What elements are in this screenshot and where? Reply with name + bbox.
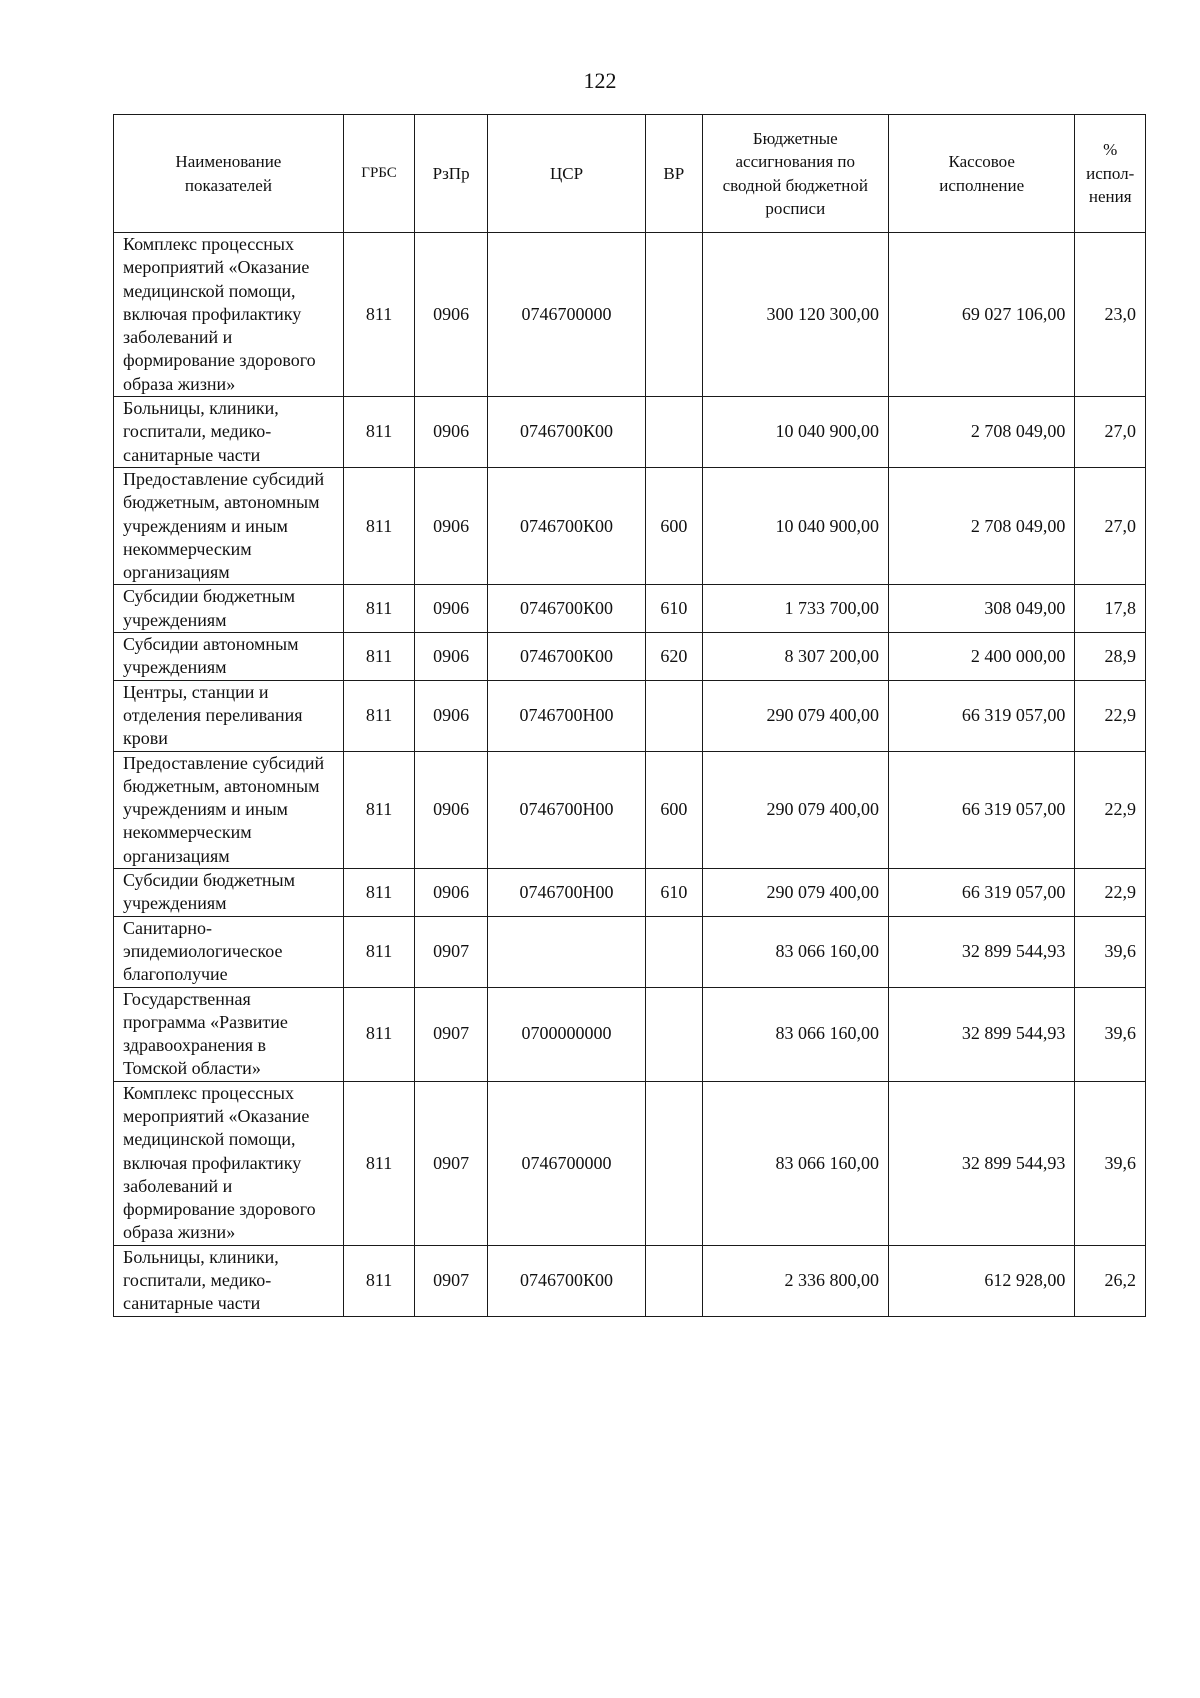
cell-cash: 2 708 049,00 <box>888 467 1074 584</box>
cell-grbs: 811 <box>343 987 415 1081</box>
cell-assignments: 10 040 900,00 <box>702 397 888 468</box>
table-row <box>114 397 1146 468</box>
cell-assignments: 290 079 400,00 <box>702 869 888 917</box>
budget-execution-table <box>113 114 1146 1317</box>
cell-percent: 22,9 <box>1075 680 1146 751</box>
cell-percent: 22,9 <box>1075 869 1146 917</box>
table-row <box>114 1081 1146 1245</box>
cell-percent: 39,6 <box>1075 1081 1146 1245</box>
cell-grbs: 811 <box>343 869 415 917</box>
cell-name: Субсидии автономным учреждениям <box>114 633 344 681</box>
column-header-vr: ВР <box>646 115 702 233</box>
table-row <box>114 633 1146 681</box>
cell-name: Комплекс процессных мероприятий «Оказание медицинской помощи, включая профилактику заболеваний и формирование здорового образа жизни» <box>114 1081 344 1245</box>
table-row <box>114 987 1146 1081</box>
cell-cash: 32 899 544,93 <box>888 916 1074 987</box>
cell-assignments: 83 066 160,00 <box>702 916 888 987</box>
cell-rzpr: 0907 <box>415 1245 488 1316</box>
cell-assignments: 8 307 200,00 <box>702 633 888 681</box>
cell-csr <box>487 916 645 987</box>
table-row <box>114 916 1146 987</box>
cell-assignments: 300 120 300,00 <box>702 233 888 397</box>
cell-name: Субсидии бюджетным учреждениям <box>114 869 344 917</box>
cell-csr: 0746700Н00 <box>487 869 645 917</box>
cell-rzpr: 0906 <box>415 751 488 868</box>
cell-vr: 600 <box>646 467 702 584</box>
cell-csr: 0746700Н00 <box>487 680 645 751</box>
cell-assignments: 10 040 900,00 <box>702 467 888 584</box>
cell-grbs: 811 <box>343 233 415 397</box>
cell-grbs: 811 <box>343 467 415 584</box>
cell-name: Больницы, клиники, госпитали, медико-санитарные части <box>114 397 344 468</box>
cell-assignments: 290 079 400,00 <box>702 751 888 868</box>
column-header-percent <box>1075 115 1146 233</box>
cell-grbs: 811 <box>343 397 415 468</box>
cell-csr: 0746700Н00 <box>487 751 645 868</box>
cell-name: Предоставление субсидий бюджетным, автономным учреждениям и иным некоммерческим организациям <box>114 751 344 868</box>
cell-vr: 610 <box>646 585 702 633</box>
cell-cash: 69 027 106,00 <box>888 233 1074 397</box>
cell-assignments: 83 066 160,00 <box>702 1081 888 1245</box>
cell-grbs: 811 <box>343 633 415 681</box>
cell-vr <box>646 397 702 468</box>
cell-percent: 27,0 <box>1075 397 1146 468</box>
cell-csr: 0746700К00 <box>487 633 645 681</box>
cell-vr <box>646 987 702 1081</box>
cell-csr: 0700000000 <box>487 987 645 1081</box>
table-row <box>114 467 1146 584</box>
cell-csr: 0746700К00 <box>487 585 645 633</box>
cell-cash: 32 899 544,93 <box>888 1081 1074 1245</box>
cell-cash: 612 928,00 <box>888 1245 1074 1316</box>
cell-vr: 600 <box>646 751 702 868</box>
cell-percent: 22,9 <box>1075 751 1146 868</box>
cell-name: Санитарно-эпидемиологическое благополучие <box>114 916 344 987</box>
cell-vr: 620 <box>646 633 702 681</box>
cell-rzpr: 0906 <box>415 680 488 751</box>
column-header-rzpr: РзПр <box>415 115 488 233</box>
cell-rzpr: 0907 <box>415 1081 488 1245</box>
cell-cash: 66 319 057,00 <box>888 869 1074 917</box>
cell-assignments: 1 733 700,00 <box>702 585 888 633</box>
cell-rzpr: 0906 <box>415 397 488 468</box>
cell-vr <box>646 233 702 397</box>
cell-assignments: 290 079 400,00 <box>702 680 888 751</box>
column-header-assignments: Бюджетные ассигнования по сводной бюджетной росписи <box>702 115 888 233</box>
cell-percent: 23,0 <box>1075 233 1146 397</box>
column-header-grbs: ГРБС <box>343 115 415 233</box>
cell-percent: 17,8 <box>1075 585 1146 633</box>
cell-assignments: 83 066 160,00 <box>702 987 888 1081</box>
cell-cash: 2 400 000,00 <box>888 633 1074 681</box>
cell-rzpr: 0906 <box>415 869 488 917</box>
table-row <box>114 869 1146 917</box>
cell-csr: 0746700К00 <box>487 397 645 468</box>
cell-percent: 26,2 <box>1075 1245 1146 1316</box>
percent-symbol: % <box>1103 140 1118 160</box>
cell-csr: 0746700000 <box>487 1081 645 1245</box>
cell-vr <box>646 680 702 751</box>
table-row <box>114 680 1146 751</box>
cell-name: Больницы, клиники, госпитали, медико-санитарные части <box>114 1245 344 1316</box>
cell-name: Государственная программа «Развитие здравоохранения в Томской области» <box>114 987 344 1081</box>
cell-name: Центры, станции и отделения переливания крови <box>114 680 344 751</box>
cell-name: Предоставление субсидий бюджетным, автономным учреждениям и иным некоммерческим организациям <box>114 467 344 584</box>
cell-rzpr: 0906 <box>415 233 488 397</box>
cell-rzpr: 0907 <box>415 987 488 1081</box>
cell-vr <box>646 916 702 987</box>
cell-grbs: 811 <box>343 1081 415 1245</box>
table-header-row <box>114 115 1146 233</box>
cell-name: Комплекс процессных мероприятий «Оказание медицинской помощи, включая профилактику заболеваний и формирование здорового образа жизни» <box>114 233 344 397</box>
cell-vr <box>646 1245 702 1316</box>
cell-percent: 28,9 <box>1075 633 1146 681</box>
cell-vr: 610 <box>646 869 702 917</box>
cell-percent: 39,6 <box>1075 916 1146 987</box>
cell-grbs: 811 <box>343 1245 415 1316</box>
cell-grbs: 811 <box>343 916 415 987</box>
column-header-csr: ЦСР <box>487 115 645 233</box>
cell-cash: 66 319 057,00 <box>888 680 1074 751</box>
cell-assignments: 2 336 800,00 <box>702 1245 888 1316</box>
cell-rzpr: 0906 <box>415 467 488 584</box>
cell-grbs: 811 <box>343 751 415 868</box>
table-row <box>114 1245 1146 1316</box>
cell-percent: 27,0 <box>1075 467 1146 584</box>
cell-cash: 308 049,00 <box>888 585 1074 633</box>
cell-percent: 39,6 <box>1075 987 1146 1081</box>
cell-csr: 0746700000 <box>487 233 645 397</box>
cell-grbs: 811 <box>343 680 415 751</box>
cell-cash: 32 899 544,93 <box>888 987 1074 1081</box>
table-row <box>114 751 1146 868</box>
cell-rzpr: 0906 <box>415 585 488 633</box>
column-header-name: Наименование показателей <box>114 115 344 233</box>
cell-grbs: 811 <box>343 585 415 633</box>
column-header-cash: Кассовое исполнение <box>888 115 1074 233</box>
cell-cash: 2 708 049,00 <box>888 397 1074 468</box>
table-row <box>114 585 1146 633</box>
cell-rzpr: 0906 <box>415 633 488 681</box>
percent-label: испол-нения <box>1086 163 1135 207</box>
cell-rzpr: 0907 <box>415 916 488 987</box>
cell-cash: 66 319 057,00 <box>888 751 1074 868</box>
cell-vr <box>646 1081 702 1245</box>
table-body <box>114 233 1146 1317</box>
cell-csr: 0746700К00 <box>487 1245 645 1316</box>
page-number: 122 <box>583 68 617 93</box>
cell-csr: 0746700К00 <box>487 467 645 584</box>
cell-name: Субсидии бюджетным учреждениям <box>114 585 344 633</box>
table-row <box>114 233 1146 397</box>
